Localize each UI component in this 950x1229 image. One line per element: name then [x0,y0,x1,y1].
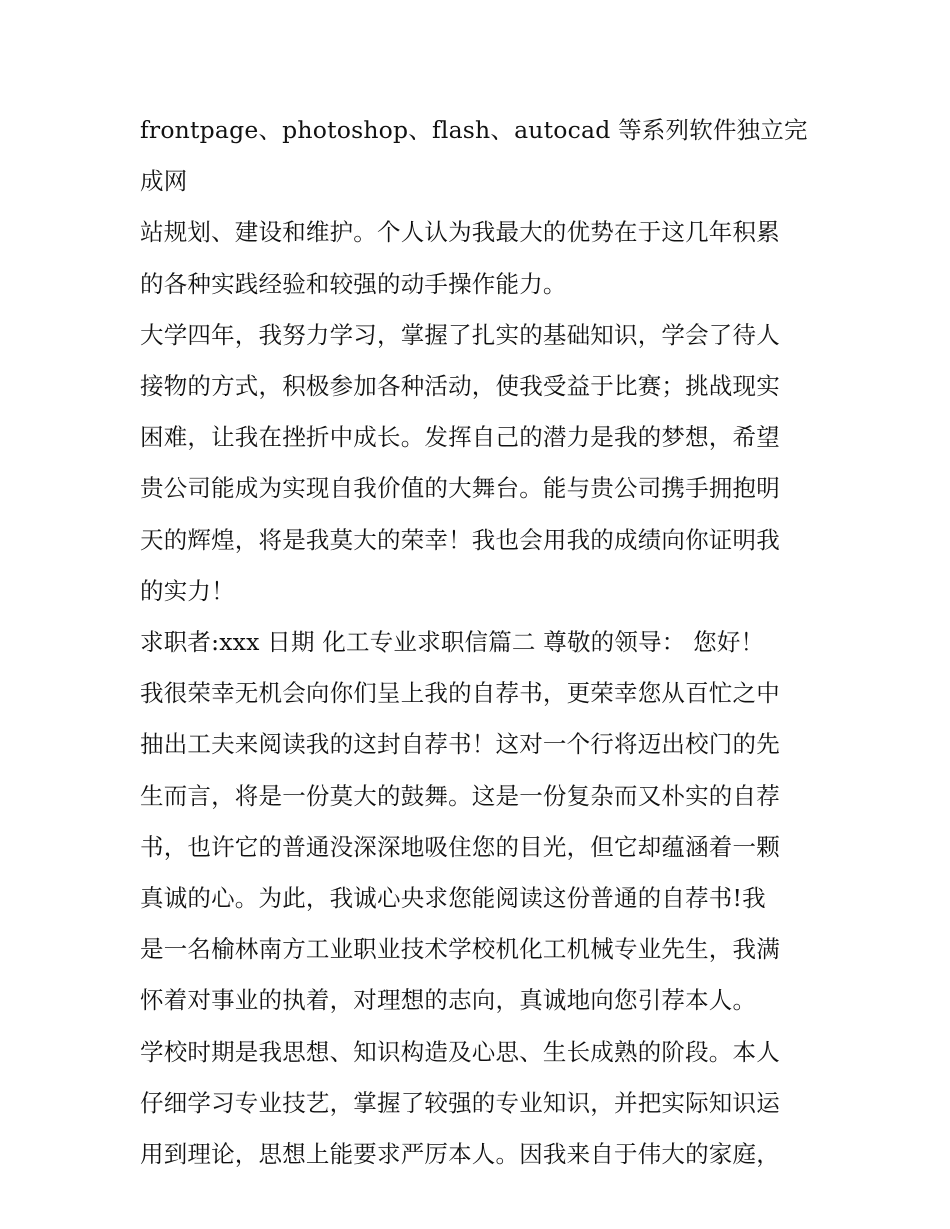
paragraph-school-period: 学校时期是我思想、知识构造及心思、生长成熟的阶段。本人 仔细学习专业技艺，掌握了较强的专业知识，并把实际知识运 用到理论，思想上能要求严厉本人。因我来自于伟大的家庭， [140,1037,780,1169]
paragraph-signature-and-greeting: 求职者:xxx 日期 化工专业求职信篇二 尊敬的领导： 您好！ [140,628,765,657]
paragraph-self-recommendation: 我很荣幸无机会向你们呈上我的自荐书，更荣幸您从百忙之中 抽出工夫来阅读我的这封自荐书！这对一个行将迈出校门的先 生而言，将是一份莫大的鼓舞。这是一份复杂而又朴实的自荐 书，也许它的普通没深深地吸住您的目光，但它却蕴涵着一颗 真诚的心。为此，我诚心央求您能阅读这份普通的自荐书!我 是一名榆林南方工业职业技术学校机化工机械专业先生，我满 怀着对事业的执着，对理想的志向，真诚地向您引荐本人。 [140,679,780,1015]
document-body [140,105,820,1180]
paragraph-skills: frontpage、photoshop、flash、autocad 等系列软件独立完成网 站规划、建设和维护。个人认为我最大的优势在于这几年积累 的各种实践经验和较强的动手操作能力。 [140,116,808,298]
paragraph-university: 大学四年，我努力学习，掌握了扎实的基础知识，学会了待人 接物的方式，积极参加各种活动，使我受益于比赛；挑战现实 困难，让我在挫折中成长。发挥自己的潜力是我的梦想，希望 贵公司能成为实现自我价值的大舞台。能与贵公司携手拥抱明 天的辉煌，将是我莫大的荣幸！我也会用我的成绩向你证明我 的实力！ [140,320,780,605]
